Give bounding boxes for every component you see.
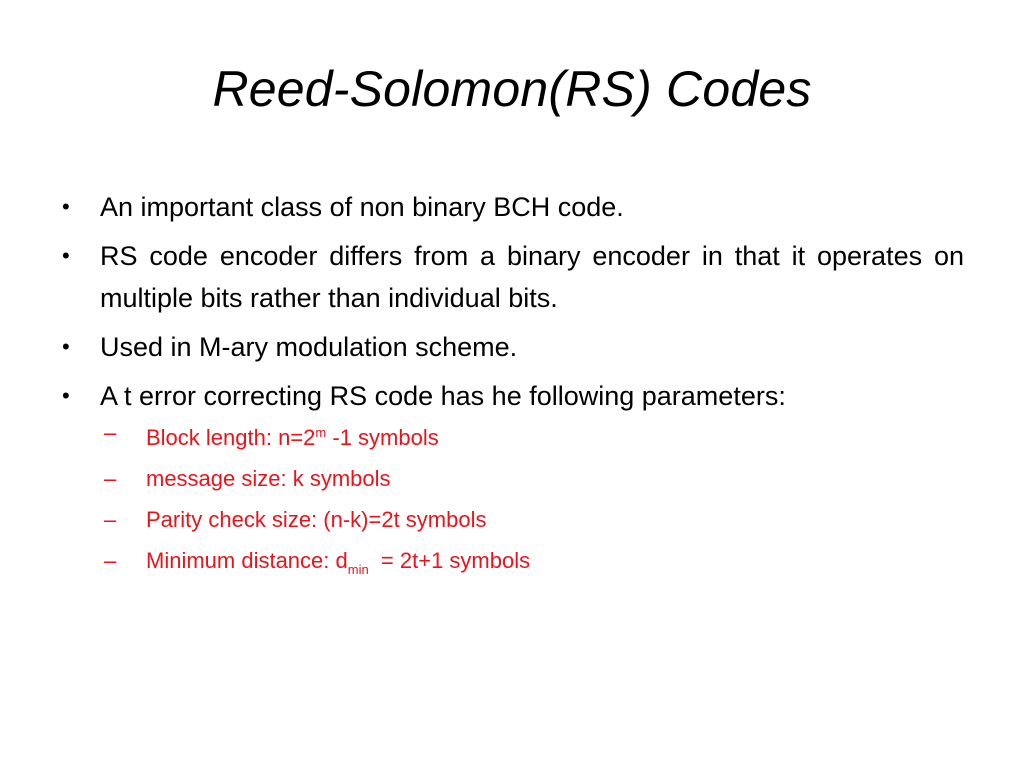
bullet-item bbox=[58, 235, 964, 319]
bullet-text: Used in M-ary modulation scheme. bbox=[100, 332, 518, 362]
parity-check-text: Parity check size: (n-k)=2t symbols bbox=[146, 507, 487, 532]
bullet-marker-icon: • bbox=[62, 334, 70, 359]
bullet-item bbox=[58, 186, 964, 228]
bullet-text: RS code encoder differs from a binary encoder in that it operates on multiple bits rather than individual bits. bbox=[100, 241, 964, 313]
slide-content bbox=[58, 186, 964, 602]
dash-marker-icon: – bbox=[104, 466, 117, 491]
bullet-marker-icon: • bbox=[62, 243, 70, 268]
min-distance-prefix: Minimum distance: d bbox=[146, 548, 348, 573]
slide-title: Reed-Solomon(RS) Codes bbox=[212, 61, 812, 117]
block-length-superscript: m bbox=[315, 425, 327, 440]
bullet-list bbox=[58, 186, 964, 417]
sub-bullet-list bbox=[104, 418, 964, 585]
block-length-prefix: Block length: n=2 bbox=[146, 425, 316, 450]
min-distance-subscript: min bbox=[347, 562, 369, 577]
bullet-item bbox=[58, 326, 964, 368]
min-distance-suffix: = 2t+1 symbols bbox=[368, 548, 531, 573]
bullet-marker-icon: • bbox=[62, 383, 70, 408]
sub-bullet-parity-check bbox=[104, 505, 964, 535]
bullet-text: A t error correcting RS code has he following parameters: bbox=[100, 381, 786, 411]
sub-bullet-min-distance bbox=[104, 546, 964, 585]
block-length-suffix: -1 symbols bbox=[326, 425, 439, 450]
dash-marker-icon: – bbox=[104, 548, 117, 573]
sub-bullet-block-length bbox=[104, 418, 964, 453]
dash-marker-icon: – bbox=[104, 420, 117, 445]
sub-bullet-message-size bbox=[104, 464, 964, 494]
bullet-item bbox=[58, 375, 964, 417]
dash-marker-icon: – bbox=[104, 507, 117, 532]
bullet-text: An important class of non binary BCH code. bbox=[100, 192, 624, 222]
bullet-marker-icon: • bbox=[62, 194, 70, 219]
message-size-text: message size: k symbols bbox=[146, 466, 391, 491]
